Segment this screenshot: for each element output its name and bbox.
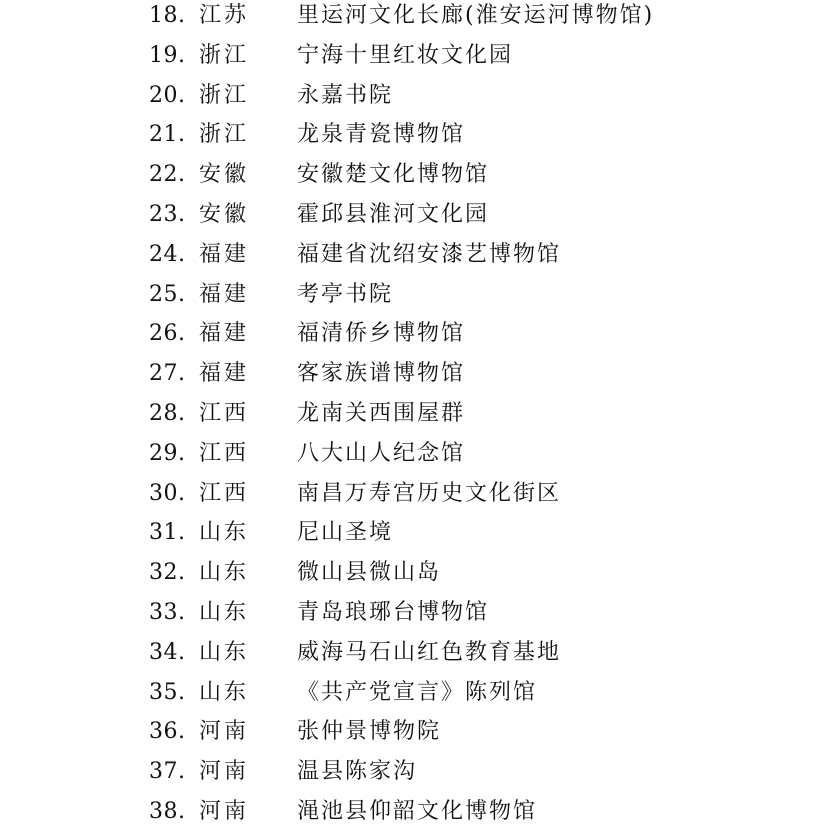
list-item [0, 633, 822, 673]
item-province: 浙江 [199, 82, 250, 108]
item-number: 26. [149, 321, 186, 347]
item-name: 渑池县仰韶文化博物馆 [297, 798, 538, 824]
list-item [0, 155, 822, 195]
item-name: 福清侨乡博物馆 [297, 321, 466, 347]
item-number: 23. [149, 201, 186, 227]
item-name: 龙南关西围屋群 [297, 400, 466, 426]
item-name: 《共产党宣言》陈列馆 [297, 679, 538, 705]
item-name: 宁海十里红妆文化园 [297, 42, 514, 68]
item-province: 江西 [199, 440, 250, 466]
item-name: 里运河文化长廊(淮安运河博物馆) [297, 3, 655, 28]
item-number: 31. [149, 520, 186, 546]
list-item [0, 474, 822, 514]
item-number: 27. [149, 361, 186, 387]
list-item [0, 712, 822, 752]
list-item [0, 394, 822, 434]
list-item [0, 76, 822, 116]
item-name: 温县陈家沟 [297, 759, 418, 785]
item-province: 江西 [199, 480, 250, 506]
item-name: 永嘉书院 [297, 82, 394, 108]
item-province: 江苏 [199, 3, 250, 28]
item-number: 30. [149, 480, 186, 506]
item-number: 19. [149, 42, 186, 68]
item-number: 21. [149, 122, 186, 148]
list-item [0, 553, 822, 593]
list-item [0, 36, 822, 76]
list-item [0, 354, 822, 394]
item-number: 24. [149, 241, 186, 267]
item-name: 龙泉青瓷博物馆 [297, 122, 466, 148]
item-name: 微山县微山岛 [297, 560, 442, 586]
item-name: 尼山圣境 [297, 520, 394, 546]
item-province: 浙江 [199, 42, 250, 68]
item-province: 福建 [199, 281, 250, 307]
item-number: 33. [149, 599, 186, 625]
item-province: 安徽 [199, 201, 250, 227]
item-province: 福建 [199, 321, 250, 347]
item-name: 八大山人纪念馆 [297, 440, 466, 466]
item-province: 山东 [199, 599, 250, 625]
list-item [0, 434, 822, 474]
item-province: 山东 [199, 560, 250, 586]
item-province: 江西 [199, 400, 250, 426]
item-number: 38. [149, 798, 186, 824]
item-number: 29. [149, 440, 186, 466]
item-number: 20. [149, 82, 186, 108]
list-item [0, 314, 822, 354]
item-number: 18. [149, 3, 186, 28]
item-name: 霍邱县淮河文化园 [297, 201, 490, 227]
item-province: 河南 [199, 798, 250, 824]
list-item [0, 195, 822, 235]
item-province: 福建 [199, 241, 250, 267]
item-number: 28. [149, 400, 186, 426]
item-province: 河南 [199, 719, 250, 745]
list-item [0, 673, 822, 713]
item-province: 福建 [199, 361, 250, 387]
list-item [0, 235, 822, 275]
list-item [0, 275, 822, 315]
item-province: 安徽 [199, 162, 250, 188]
item-number: 37. [149, 759, 186, 785]
list-item [0, 0, 822, 36]
item-name: 客家族谱博物馆 [297, 361, 466, 387]
list-item [0, 792, 822, 832]
list-item [0, 115, 822, 155]
item-number: 34. [149, 639, 186, 665]
list-item [0, 513, 822, 553]
item-name: 福建省沈绍安漆艺博物馆 [297, 241, 562, 267]
item-province: 浙江 [199, 122, 250, 148]
item-number: 32. [149, 560, 186, 586]
item-province: 山东 [199, 639, 250, 665]
item-number: 35. [149, 679, 186, 705]
list-item [0, 752, 822, 792]
item-number: 22. [149, 162, 186, 188]
item-name: 张仲景博物院 [297, 719, 442, 745]
item-name: 考亭书院 [297, 281, 394, 307]
list-item [0, 593, 822, 633]
item-province: 山东 [199, 679, 250, 705]
item-name: 安徽楚文化博物馆 [297, 162, 490, 188]
item-province: 河南 [199, 759, 250, 785]
item-name: 南昌万寿宫历史文化街区 [297, 480, 562, 506]
item-province: 山东 [199, 520, 250, 546]
item-number: 36. [149, 719, 186, 745]
item-name: 威海马石山红色教育基地 [297, 639, 562, 665]
item-name: 青岛琅琊台博物馆 [297, 599, 490, 625]
item-number: 25. [149, 281, 186, 307]
